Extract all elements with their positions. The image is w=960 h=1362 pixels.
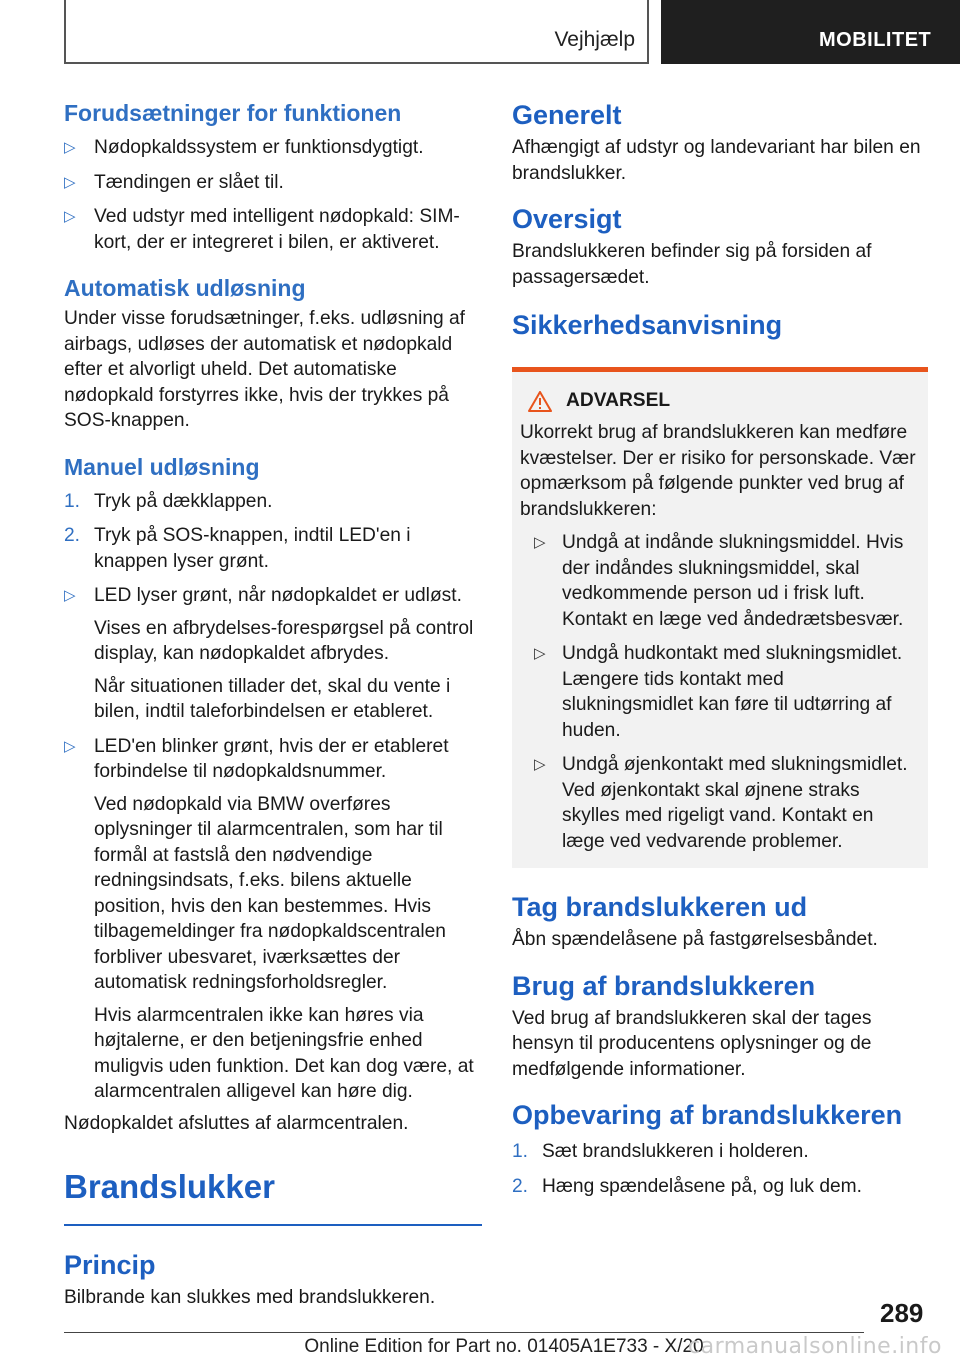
- footer-edition: Online Edition for Part no. 01405A1E733 - X/20: [304, 1336, 704, 1357]
- list-item: 2. Tryk på SOS-knappen, indtil LED'en i knappen lyser grønt.: [64, 525, 411, 572]
- end-text: Nødopkaldet afsluttes af alarmcentralen.: [64, 1112, 409, 1134]
- chapter-divider: [64, 1224, 482, 1226]
- triangle-bullet-icon: ▷: [64, 737, 76, 755]
- triangle-bullet-icon: ▷: [64, 173, 76, 191]
- bullet-subtext: Vises en afbrydelses-forespørgsel på control display, kan nødopkaldet afbrydes.: [94, 617, 474, 664]
- chapter-heading: Brandslukker: [64, 1168, 275, 1205]
- general-heading: Generelt: [512, 100, 622, 130]
- bullet-subtext: Hvis alarmcentralen ikke kan høres via højtalerne, er den betjeningsfrie enhed muligvis uden funktion. Det kan dog være, at alarmcentralen alligevel kan høre dig.: [94, 1004, 474, 1102]
- list-item: ▷ Undgå øjenkontakt med slukningsmidlet. Ved øjenkontakt skal øjnene straks skylles med rigeligt vand. Kontakt en læge ved vedvarende problemer.: [534, 754, 908, 852]
- warning-box: [512, 367, 928, 868]
- list-item: ▷ Ved udstyr med intelligent nødopkald: SIM-kort, der er integreret i bilen, er aktiveret.: [64, 206, 460, 253]
- general-text: Afhængigt af udstyr og landevariant har bilen en brandslukker.: [512, 137, 921, 184]
- bullet-subtext: Når situationen tillader det, skal du vente i bilen, indtil taleforbindelsen er etableret.: [94, 675, 451, 722]
- storage-heading: Opbevaring af brandslukkeren: [512, 1100, 903, 1130]
- warning-triangle-icon: [528, 391, 552, 412]
- remove-heading: Tag brandslukkeren ud: [512, 892, 808, 922]
- triangle-bullet-icon: ▷: [64, 587, 76, 604]
- overview-heading: Oversigt: [512, 204, 622, 234]
- header-section-box: [64, 0, 649, 64]
- overview-text: Brandslukkeren befinder sig på forsiden af passagersædet.: [512, 241, 872, 288]
- list-item: 1. Sæt brandslukkeren i holderen.: [512, 1141, 809, 1162]
- safety-heading: Sikkerhedsanvisning: [512, 310, 783, 340]
- list-item: ▷ Undgå hudkontakt med slukningsmidlet. Længere tids kontakt med slukningsmidlet kan føre til udtørring af huden.: [534, 643, 903, 741]
- triangle-bullet-icon: ▷: [64, 208, 76, 225]
- use-heading: Brug af brandslukkeren: [512, 970, 816, 1001]
- principle-heading: Princip: [64, 1250, 156, 1280]
- triangle-bullet-icon: ▷: [64, 139, 76, 156]
- warning-title: [528, 390, 918, 412]
- header-chapter-label: MOBILITET: [819, 29, 932, 51]
- list-item: 2. Hæng spændelåsene på, og luk dem.: [512, 1175, 862, 1197]
- manual-heading: Manuel udløsning: [64, 453, 260, 480]
- triangle-bullet-icon: ▷: [534, 756, 546, 773]
- right-column: [512, 100, 928, 1199]
- list-item: ▷ Tændingen er slået til.: [64, 170, 482, 196]
- bullet-subtext: Ved nødopkald via BMW overføres oplysninger til alarmcentralen, som har til formål at fastslå den nødvendige redningsindsats, f.eks. bilens aktuelle position, hvis den kan bestemmes. Hvis tilbagemeldinger fra nødopkaldscentralen forbliver ubesvaret, iværksættes der automatisk redningsforholdsregler.: [94, 793, 446, 993]
- prereq-list: [64, 135, 482, 255]
- list-item: ▷ Undgå at indånde slukningsmiddel. Hvis der indåndes slukningsmiddel, skal vedkommende person ud i frisk luft. Kontakt en læge ved åndedrætsbesvær.: [534, 532, 904, 630]
- prereq-heading: Forudsætninger for funktionen: [64, 100, 402, 126]
- warning-text: Ukorrekt brug af brandslukkeren kan medføre kvæstelser. Der er risiko for personskade. Vær opmærksom på følgende punkter ved brug af brandslukkeren:: [520, 422, 916, 520]
- list-item: ▷ Nødopkaldssystem er funktionsdygtigt.: [64, 135, 482, 161]
- page-number: 289: [880, 1298, 924, 1328]
- storage-steps: [512, 1139, 928, 1199]
- remove-text: Åbn spændelåsene på fastgørelsesbåndet.: [512, 929, 878, 950]
- auto-text: Under visse forudsætninger, f.eks. udløsning af airbags, udløses der automatisk et nødopkald efter et alvorligt uheld. Det automatiske nødopkald forstyrres ikke, hvis der trykkes på SOS-knappen.: [64, 308, 466, 431]
- header-section-title: Vejhjælp: [554, 28, 635, 51]
- left-column: [64, 100, 482, 1311]
- triangle-bullet-icon: ▷: [534, 534, 546, 551]
- list-item: ▷ LED lyser grønt, når nødopkaldet er udløst. Vises en afbrydelses-forespørgsel på control display, kan nødopkaldet afbrydes. Når situationen tillader det, skal du vente i bilen, indtil taleforbindelsen er etableret.: [64, 583, 482, 725]
- list-item: 1. Tryk på dækklappen.: [64, 490, 273, 512]
- triangle-bullet-icon: ▷: [534, 645, 546, 662]
- footer-watermark: carmanualsonline.info: [688, 1334, 942, 1359]
- manual-bullets: [64, 583, 482, 1105]
- list-item: ▷ LED'en blinker grønt, hvis der er etableret forbindelse til nødopkaldsnummer. Ved nødopkald via BMW overføres oplysninger til alarmcentralen, som har til formål at fastslå den nødvendige redningsindsats, f.eks. bilens aktuelle position, hvis den kan bestemmes. Hvis tilbagemeldinger fra nødopkaldscentralen forbliver ubesvaret, iværksættes der automatisk redningsforholdsregler. Hvis alarmcentralen ikke kan høres via højtalerne, er den betjeningsfrie enhed muligvis uden funktion. Det kan dog være, at alarmcentralen alligevel kan høre dig.: [64, 734, 482, 1105]
- header-chapter-tab: [661, 0, 960, 64]
- use-text: Ved brug af brandslukkeren skal der tages hensyn til producentens oplysninger og de medfølgende informationer.: [512, 1007, 872, 1080]
- auto-heading: Automatisk udløsning: [64, 275, 306, 301]
- warning-list: [520, 530, 918, 854]
- principle-text: Bilbrande kan slukkes med brandslukkeren.: [64, 1287, 436, 1308]
- warning-label: ADVARSEL: [566, 390, 671, 411]
- manual-steps: [64, 489, 482, 575]
- footer-divider: [64, 1332, 864, 1333]
